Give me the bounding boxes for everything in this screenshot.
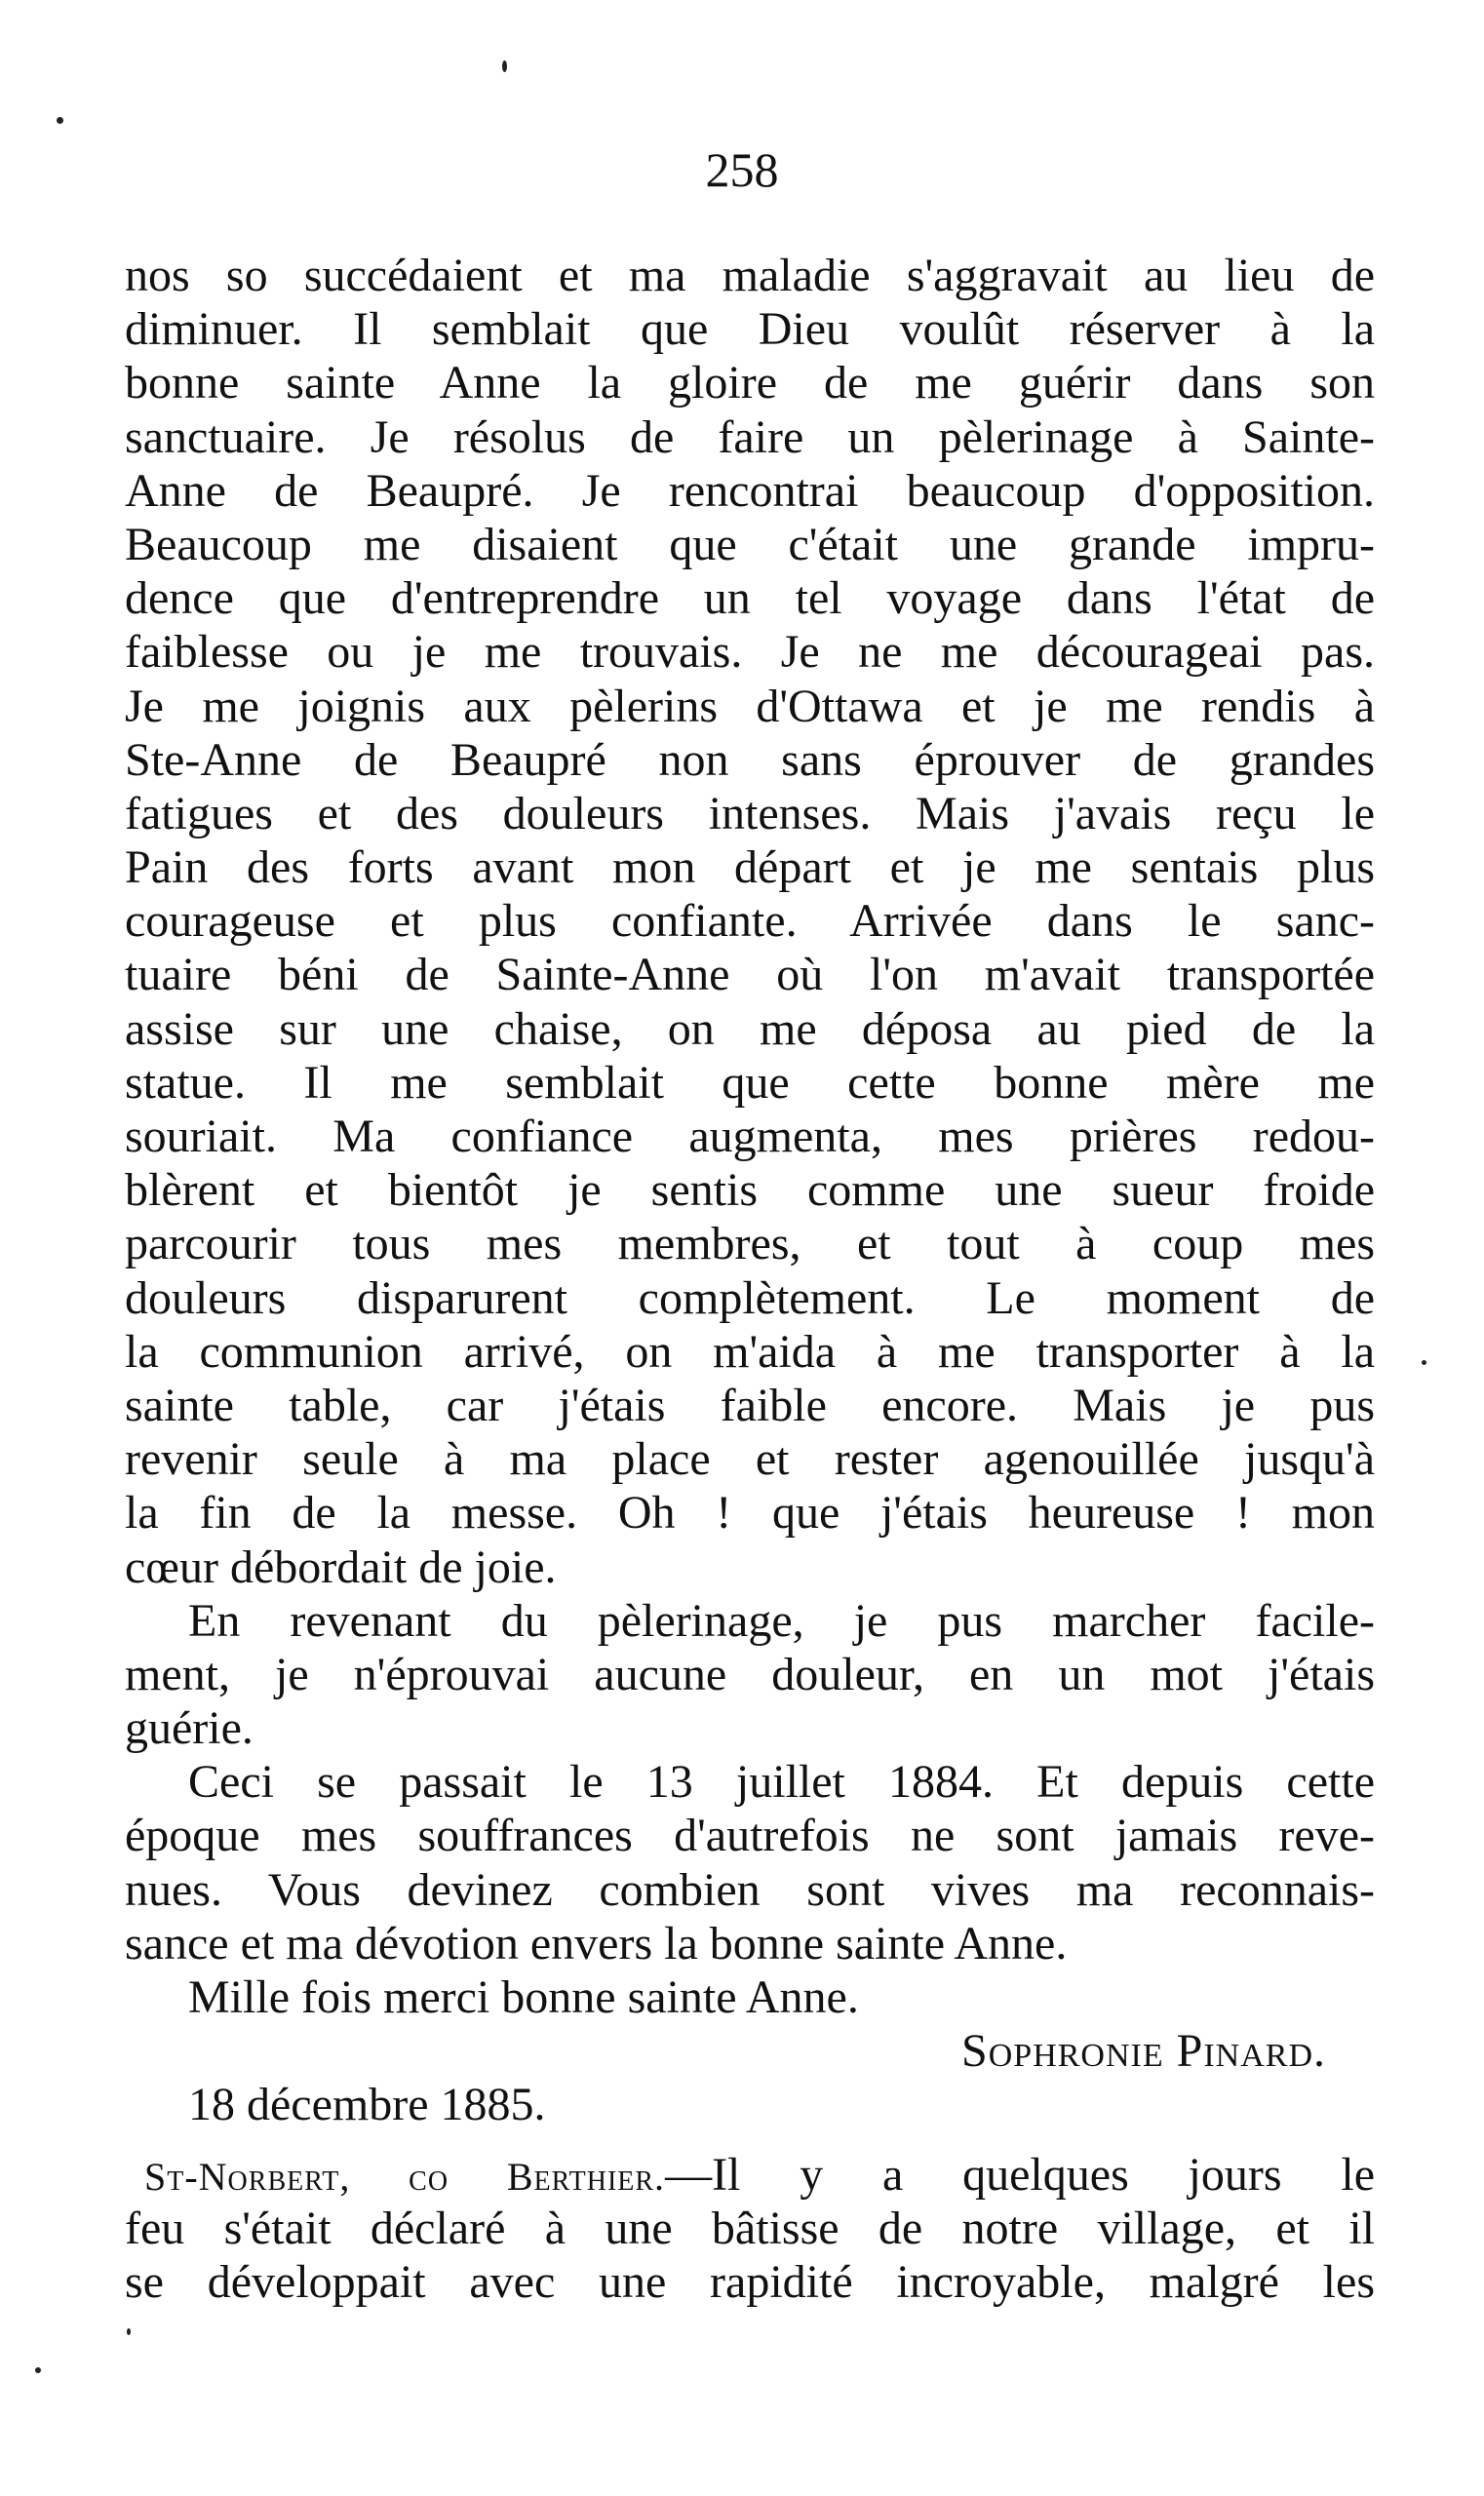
text-line: guérie.	[125, 1702, 254, 1755]
text-line: nues. Vous devinez combien sont vives ma reconnais-	[125, 1863, 1375, 1916]
text-line: assise sur une chaise, on me déposa au pied de la	[125, 1002, 1375, 1055]
body-text	[125, 249, 1375, 2309]
scan-speck	[57, 117, 63, 124]
text-line: diminuer. Il semblait que Dieu voulût réserver à la	[125, 303, 1375, 356]
text-line: Mille fois merci bonne sainte Anne.	[188, 1971, 859, 2023]
text-line: fatigues et des douleurs intenses. Mais j'avais reçu le	[125, 787, 1375, 839]
text-line: Ceci se passait le 13 juillet 1884. Et depuis cette	[188, 1756, 1375, 1809]
text-line: sance et ma dévotion envers la bonne sainte Anne.	[125, 1917, 1068, 1970]
text-line: parcourir tous mes membres, et tout à coup mes	[125, 1218, 1375, 1270]
text-line: tuaire béni de Sainte-Anne où l'on m'avait transportée	[125, 949, 1375, 1001]
text-line: blèrent et bientôt je sentis comme une sueur froide	[125, 1164, 1375, 1217]
next-entry-heading: St-Norbert, co Berthier.	[144, 2154, 666, 2199]
text-line: dence que d'entreprendre un tel voyage dans l'état de	[125, 572, 1375, 625]
text-line: souriait. Ma confiance augmenta, mes prières redou-	[125, 1111, 1375, 1162]
text-line: Beaucoup me disaient que c'était une grande impru-	[125, 518, 1375, 570]
scan-speck	[127, 2328, 131, 2335]
text-line: époque mes souffrances d'autrefois ne sont jamais reve-	[125, 1810, 1375, 1862]
signature	[125, 2024, 1375, 2078]
text-line: sanctuaire. Je résolus de faire un pèlerinage à Sainte-	[125, 410, 1375, 463]
scan-speck	[1422, 1360, 1426, 1365]
text-line: se développait avec une rapidité incroyable, malgré les	[125, 2255, 1375, 2308]
letter-date: 18 décembre 1885.	[188, 2079, 546, 2131]
text-line: la communion arrivé, on m'aida à me transporter à la	[125, 1325, 1375, 1378]
text-line: douleurs disparurent complètement. Le moment de	[125, 1271, 1375, 1324]
text-line: sainte table, car j'étais faible encore. Mais je pus	[125, 1379, 1375, 1431]
text-line: Je me joignis aux pèlerins d'Ottawa et je me rendis à	[125, 680, 1375, 732]
text-line: Ste-Anne de Beaupré non sans éprouver de grandes	[125, 733, 1375, 786]
signature-name: Sophronie Pinard.	[961, 2025, 1326, 2078]
text-line: faiblesse ou je me trouvais. Je ne me décourageai pas.	[125, 626, 1375, 679]
text-line: la fin de la messe. Oh ! que j'étais heureuse ! mon	[125, 1487, 1375, 1540]
text-line: En revenant du pèlerinage, je pus marcher facile-	[188, 1594, 1375, 1647]
scan-speck	[502, 60, 507, 72]
text-line: ment, je n'éprouvai aucune douleur, en un mot j'étais	[125, 1648, 1375, 1700]
text-line: bonne sainte Anne la gloire de me guérir dans son	[125, 357, 1375, 410]
text-line: nos so succédaient et ma maladie s'aggravait au lieu de	[125, 250, 1375, 301]
next-entry-first-line	[125, 2148, 1375, 2202]
scan-speck	[35, 2367, 41, 2373]
text-line: cœur débordait de joie.	[125, 1540, 557, 1593]
text-line: Pain des forts avant mon départ et je me sentais plus	[125, 841, 1375, 894]
text-line: statue. Il me semblait que cette bonne mère me	[125, 1056, 1375, 1109]
text-line: Anne de Beaupré. Je rencontrai beaucoup d'opposition.	[125, 464, 1375, 517]
text-line: courageuse et plus confiante. Arrivée dans le sanc-	[125, 895, 1375, 948]
text-line: revenir seule à ma place et rester agenouillée jusqu'à	[125, 1433, 1375, 1486]
text-line: feu s'était déclaré à une bâtisse de notre village, et il	[125, 2202, 1375, 2254]
next-entry-text: —Il y a quelques jours le	[665, 2148, 1376, 2201]
page-number: 258	[705, 142, 779, 197]
